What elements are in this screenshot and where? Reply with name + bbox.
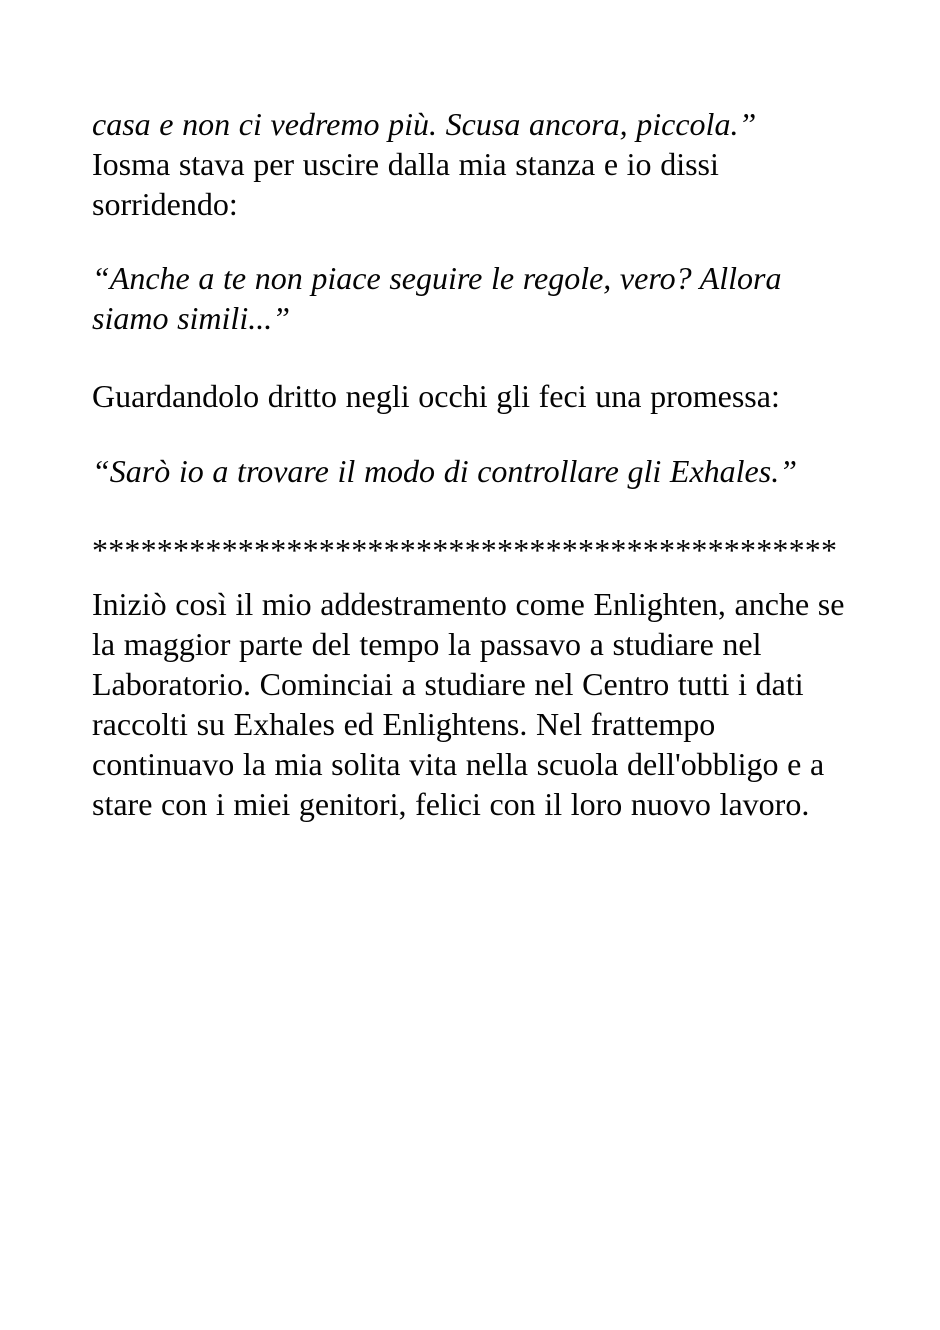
paragraph-quote-continuation — [92, 104, 858, 224]
section-separator: ********************************************** — [92, 532, 838, 568]
paragraph-narration-promise: Guardandolo dritto negli occhi gli feci una promessa: — [92, 378, 780, 414]
paragraph-quote-promise: “Sarò io a trovare il modo di controllare gli Exhales.” — [92, 453, 797, 489]
narration-dialogue-intro-text: Iosma stava per uscire dalla mia stanza e io dissi sorridendo: — [92, 146, 719, 222]
paragraph-training: Iniziò così il mio addestramento come Enlighten, anche se la maggior parte del tempo la passavo a studiare nel Laboratorio. Cominciai a studiare nel Centro tutti i dati raccolti su Exhales ed Enlightens. Nel frattempo continuavo la mia solita vita nella scuola dell'obbligo e a stare con i miei genitori, felici con il loro nuovo lavoro. — [92, 586, 845, 822]
paragraph-quote-rules: “Anche a te non piace seguire le regole, vero? Allora siamo simili...” — [92, 260, 782, 336]
quote-continuation-text: casa e non ci vedremo più. Scusa ancora, piccola.” — [92, 106, 757, 142]
